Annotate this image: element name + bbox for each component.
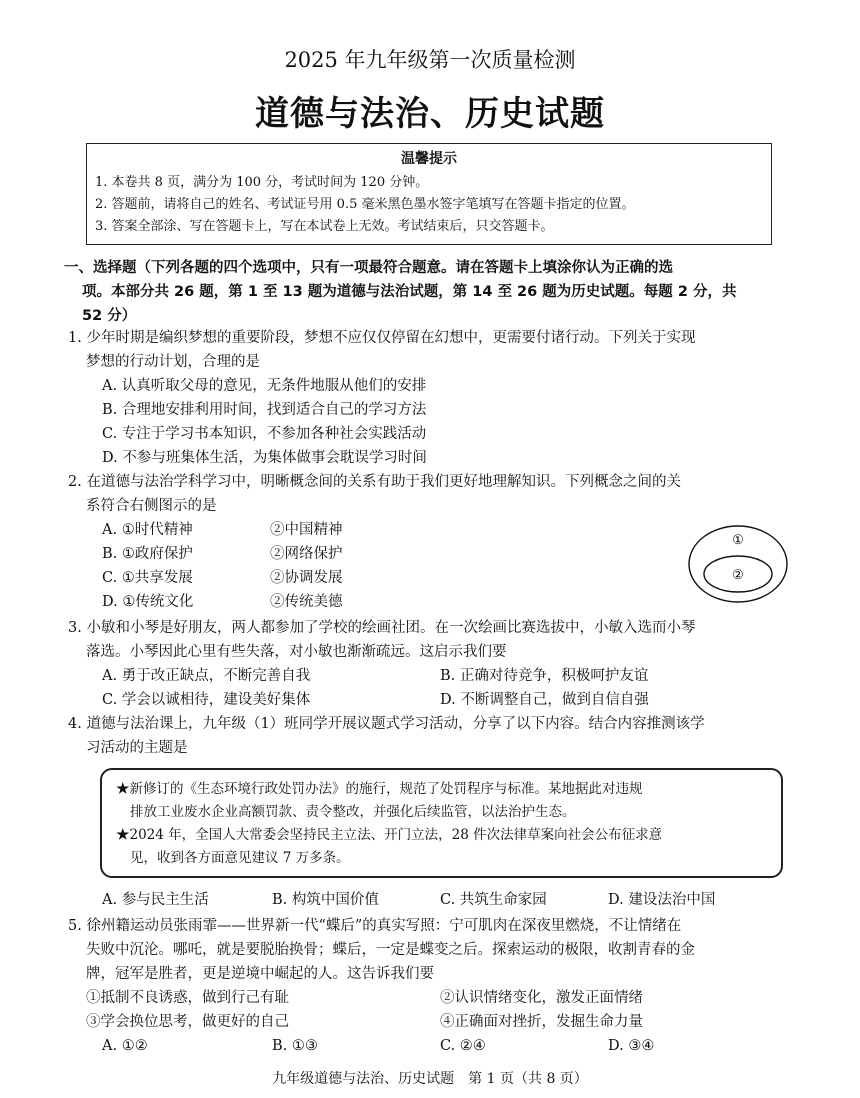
question-5-stem-cont: 牌，冠军是胜者，更是逆境中崛起的人。这告诉我们要 — [86, 966, 434, 982]
question-3-stem: 3. 小敏和小琴是好朋友，两人都参加了学校的绘画社团。在一次绘画比赛选拔中，小敏入选而小琴 — [68, 620, 696, 636]
q2-option-c-2: ②协调发展 — [270, 570, 343, 586]
q4-material-1: ★新修订的《生态环境行政处罚办法》的施行，规范了处罚程序与标准。某地据此对违规 — [116, 781, 643, 797]
q1-option-d: D. 不参与班集体生活，为集体做事会耽误学习时间 — [102, 450, 427, 466]
question-4-stem-cont: 习活动的主题是 — [86, 740, 188, 756]
q3-option-c: C. 学会以诚相待，建设美好集体 — [102, 692, 311, 708]
q4-material-box — [100, 768, 783, 878]
question-2-stem: 2. 在道德与法治学科学习中，明晰概念间的关系有助于我们更好地理解知识。下列概念之间的关 — [68, 474, 681, 490]
q2-option-d-1: D. ①传统文化 — [102, 594, 194, 610]
outer-label: ① — [732, 533, 744, 548]
notice-title: 温馨提示 — [401, 151, 457, 167]
page-footer: 九年级道德与法治、历史试题 第 1 页（共 8 页） — [272, 1071, 588, 1087]
q1-option-a: A. 认真听取父母的意见，无条件地服从他们的安排 — [102, 378, 427, 394]
q2-option-b-2: ②网络保护 — [270, 546, 343, 562]
q5-statement-3: ③学会换位思考，做更好的自己 — [86, 1014, 289, 1030]
notice-item: 3. 答案全部涂、写在答题卡上，写在本试卷上无效。考试结束后，只交答题卡。 — [95, 219, 554, 234]
exam-title: 道德与法治、历史试题 — [255, 94, 605, 134]
q2-option-d-2: ②传统美德 — [270, 594, 343, 610]
question-5-stem: 5. 徐州籍运动员张雨霏——世界新一代“蝶后”的真实写照：宁可肌肉在深夜里燃烧，不让情绪在 — [68, 918, 682, 934]
section-heading-line: 52 分） — [82, 308, 137, 324]
q2-option-a-2: ②中国精神 — [270, 522, 343, 538]
q5-option-a: A. ①② — [102, 1038, 148, 1054]
q5-statement-4: ④正确面对挫折，发掘生命力量 — [440, 1014, 643, 1030]
q2-option-a-1: A. ①时代精神 — [102, 522, 193, 538]
exam-subtitle: 2025 年九年级第一次质量检测 — [284, 48, 576, 72]
notice-box — [86, 143, 772, 245]
q1-option-c: C. 专注于学习书本知识，不参加各种社会实践活动 — [102, 426, 427, 442]
q4-option-a: A. 参与民主生活 — [102, 892, 209, 908]
q4-material-2: ★2024 年，全国人大常委会坚持民主立法、开门立法，28 件次法律草案向社会公布征求意 — [116, 827, 663, 843]
q5-statement-1: ①抵制不良诱惑，做到行己有耻 — [86, 990, 289, 1006]
q4-option-d: D. 建设法治中国 — [608, 892, 716, 908]
q4-option-b: B. 构筑中国价值 — [272, 892, 379, 908]
section-heading-line: 一、选择题（下列各题的四个选项中，只有一项最符合题意。请在答题卡上填涂你认为正确的选 — [64, 260, 673, 276]
q3-option-b: B. 正确对待竞争，积极呵护友谊 — [440, 668, 649, 684]
venn-diagram — [686, 522, 790, 606]
q5-option-d: D. ③④ — [608, 1038, 655, 1054]
q2-option-b-1: B. ①政府保护 — [102, 546, 193, 562]
question-1-stem-cont: 梦想的行动计划，合理的是 — [86, 354, 260, 370]
question-5-stem-cont: 失败中沉沦。哪吒，就是要脱胎换骨；蝶后，一定是蝶变之后。探索运动的极限，收割青春的金 — [86, 942, 695, 958]
notice-item: 2. 答题前，请将自己的姓名、考试证号用 0.5 毫米黑色墨水签字笔填写在答题卡指定的位置。 — [95, 197, 635, 212]
section-heading — [64, 256, 804, 328]
question-3-stem-cont: 落选。小琴因此心里有些失落，对小敏也渐渐疏远。这启示我们要 — [86, 644, 507, 660]
q3-option-a: A. 勇于改正缺点，不断完善自我 — [102, 668, 311, 684]
q2-option-c-1: C. ①共享发展 — [102, 570, 193, 586]
q4-material-2-cont: 见，收到各方面意见建议 7 万多条。 — [130, 850, 350, 866]
notice-item: 1. 本卷共 8 页，满分为 100 分，考试时间为 120 分钟。 — [95, 175, 429, 190]
section-heading-line: 项。本部分共 26 题，第 1 至 13 题为道德与法治试题，第 14 至 26 题为历史试题。每题 2 分，共 — [82, 284, 737, 300]
q4-option-c: C. 共筑生命家园 — [440, 892, 547, 908]
q4-material-1-cont: 排放工业废水企业高额罚款、责令整改，并强化后续监管，以法治护生态。 — [130, 804, 576, 820]
question-2-stem-cont: 系符合右侧图示的是 — [86, 498, 217, 514]
question-4-stem: 4. 道德与法治课上，九年级（1）班同学开展议题式学习活动，分享了以下内容。结合内容推测该学 — [68, 716, 705, 732]
q3-option-d: D. 不断调整自己，做到自信自强 — [440, 692, 649, 708]
inner-label: ② — [732, 568, 744, 583]
q5-option-c: C. ②④ — [440, 1038, 486, 1054]
q1-option-b: B. 合理地安排利用时间，找到适合自己的学习方法 — [102, 402, 427, 418]
q5-option-b: B. ①③ — [272, 1038, 318, 1054]
q5-statement-2: ②认识情绪变化，激发正面情绪 — [440, 990, 643, 1006]
question-1-stem: 1. 少年时期是编织梦想的重要阶段，梦想不应仅仅停留在幻想中，更需要付诸行动。下列关于实现 — [68, 330, 696, 346]
